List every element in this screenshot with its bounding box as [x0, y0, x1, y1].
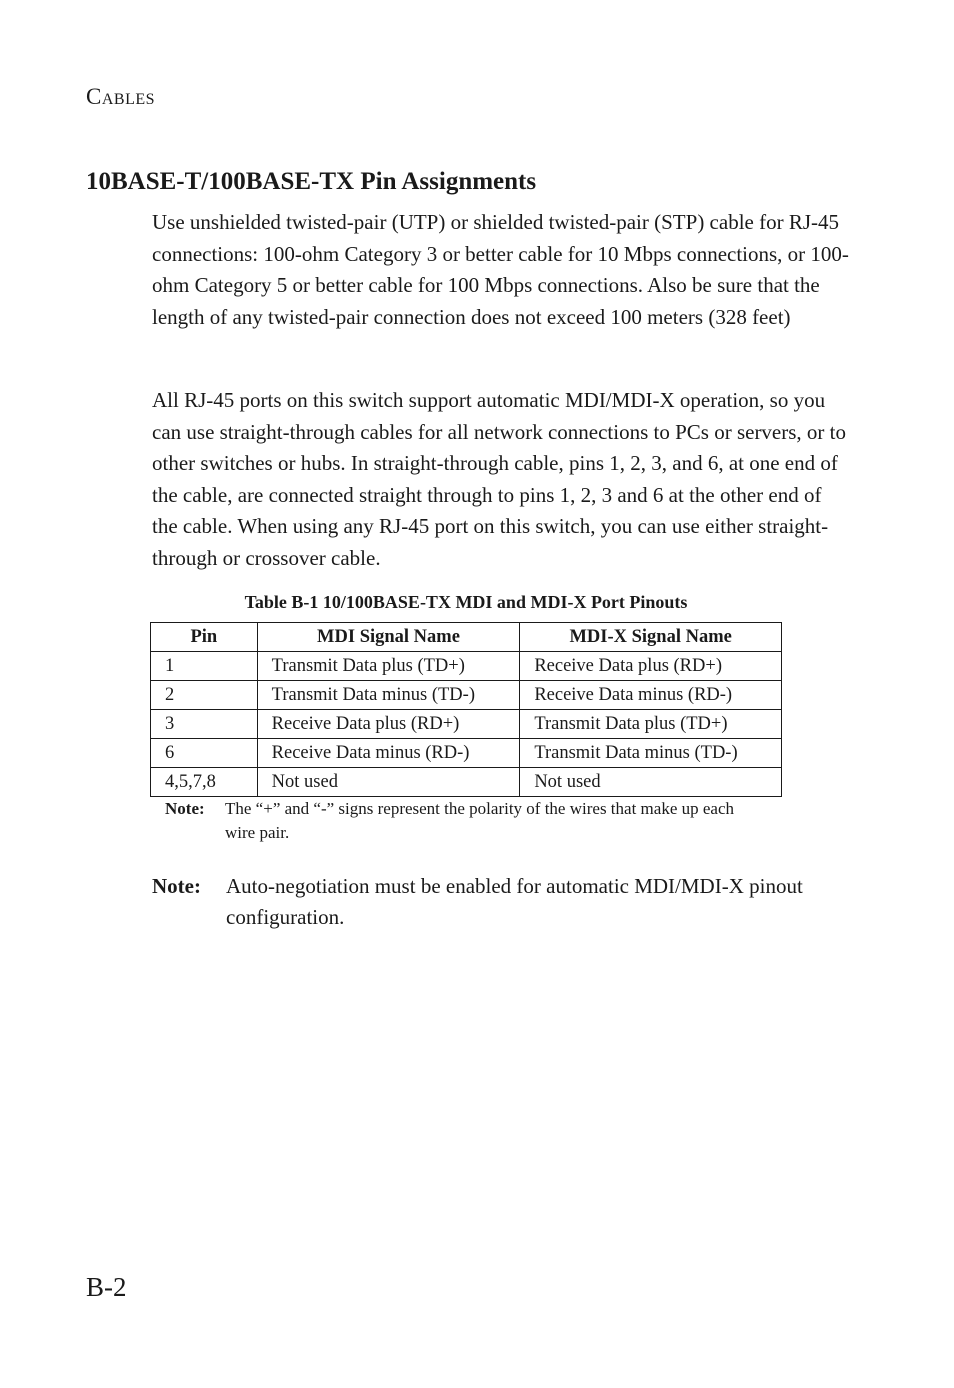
table-cell-mdix: Transmit Data minus (TD-): [520, 739, 782, 768]
section-heading: 10BASE-T/100BASE-TX Pin Assignments: [86, 168, 537, 195]
paragraph-cable-requirements: Use unshielded twisted-pair (UTP) or shielded twisted-pair (STP) cable for RJ-45 connections: 100-ohm Category 3 or better cable for 10 Mbps connections, or 100-ohm Category 5 or better cable for 100 Mbps connections. Also be sure that the length of any twisted-pair connection does not exceed 100 meters (328 feet): [152, 210, 849, 329]
table-cell-mdi: Transmit Data minus (TD-): [257, 681, 520, 710]
table-cell-mdi: Transmit Data plus (TD+): [257, 652, 520, 681]
table-row: [151, 652, 782, 681]
table-cell-mdi: Receive Data minus (RD-): [257, 739, 520, 768]
table-cell-mdi: Not used: [257, 768, 520, 797]
pinout-table: [150, 622, 782, 797]
paragraph-mdi-operation: All RJ-45 ports on this switch support automatic MDI/MDI-X operation, so you can use straight-through cables for all network connections to PCs or servers, or to other switches or hubs. In straight-through cable, pins 1, 2, 3, and 6, at one end of the cable, are connected straight through to pins 1, 2, 3 and 6 at the other end of the cable. When using any RJ-45 port on this switch, you can use either straight-through or crossover cable.: [152, 388, 846, 570]
note-label: Note:: [152, 874, 201, 898]
table-cell-pin: 2: [151, 681, 258, 710]
table-cell-mdix: Not used: [520, 768, 782, 797]
table-cell-mdi: Receive Data plus (RD+): [257, 710, 520, 739]
autonegotiation-note: [152, 871, 852, 933]
running-header: [86, 84, 155, 110]
table-row: [151, 681, 782, 710]
table-row: [151, 710, 782, 739]
table-cell-pin: 3: [151, 710, 258, 739]
table-footnote-label: Note:: [165, 799, 205, 818]
page-number: B-2: [86, 1272, 127, 1302]
table-footnote: [165, 797, 765, 845]
running-header-rest: ABLES: [101, 91, 156, 108]
table-cell-mdix: Transmit Data plus (TD+): [520, 710, 782, 739]
running-header-initial: C: [86, 84, 102, 109]
column-header-mdix: MDI-X Signal Name: [520, 623, 782, 652]
table-row: [151, 739, 782, 768]
table-cell-pin: 1: [151, 652, 258, 681]
table-footnote-text: The “+” and “-” signs represent the polarity of the wires that make up each wire pair.: [225, 799, 734, 842]
table-cell-pin: 6: [151, 739, 258, 768]
table-cell-pin: 4,5,7,8: [151, 768, 258, 797]
table-caption: Table B-1 10/100BASE-TX MDI and MDI-X Port Pinouts: [244, 592, 688, 612]
column-header-pin: Pin: [151, 623, 258, 652]
table-cell-mdix: Receive Data minus (RD-): [520, 681, 782, 710]
column-header-mdi: MDI Signal Name: [257, 623, 520, 652]
table-row: [151, 768, 782, 797]
table-cell-mdix: Receive Data plus (RD+): [520, 652, 782, 681]
table-header-row: [151, 623, 782, 652]
note-text: Auto-negotiation must be enabled for automatic MDI/MDI-X pinout configuration.: [226, 874, 803, 929]
